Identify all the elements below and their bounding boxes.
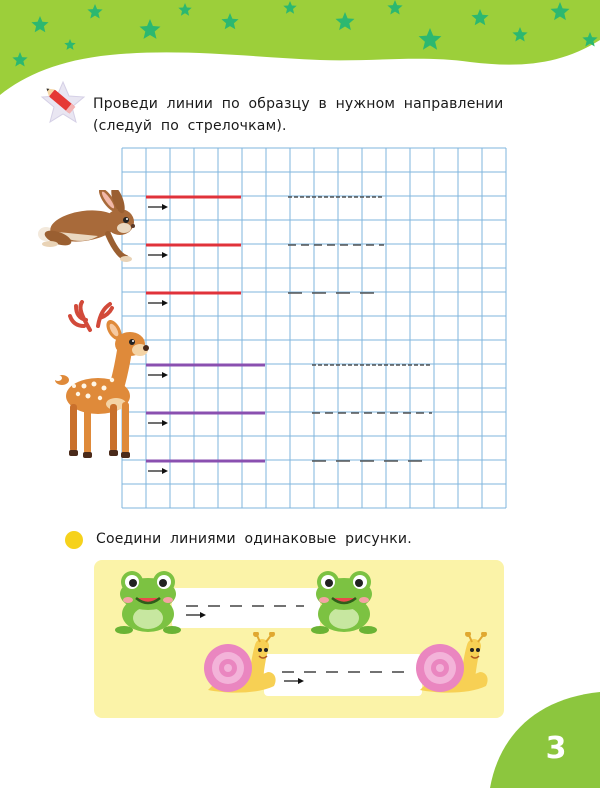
snail-illustration-right (410, 632, 492, 700)
frog-illustration-left (112, 568, 184, 636)
snail-illustration-left (198, 632, 280, 700)
frog-illustration-right (308, 568, 380, 636)
task1-instruction-line1: Проведи линии по образцу в нужном направлении (93, 96, 504, 112)
page-number: 3 (545, 731, 567, 766)
task1-instruction-line2: (следуй по стрелочкам). (93, 118, 287, 134)
task2-instruction: Соедини линиями одинаковые рисунки. (96, 531, 412, 547)
